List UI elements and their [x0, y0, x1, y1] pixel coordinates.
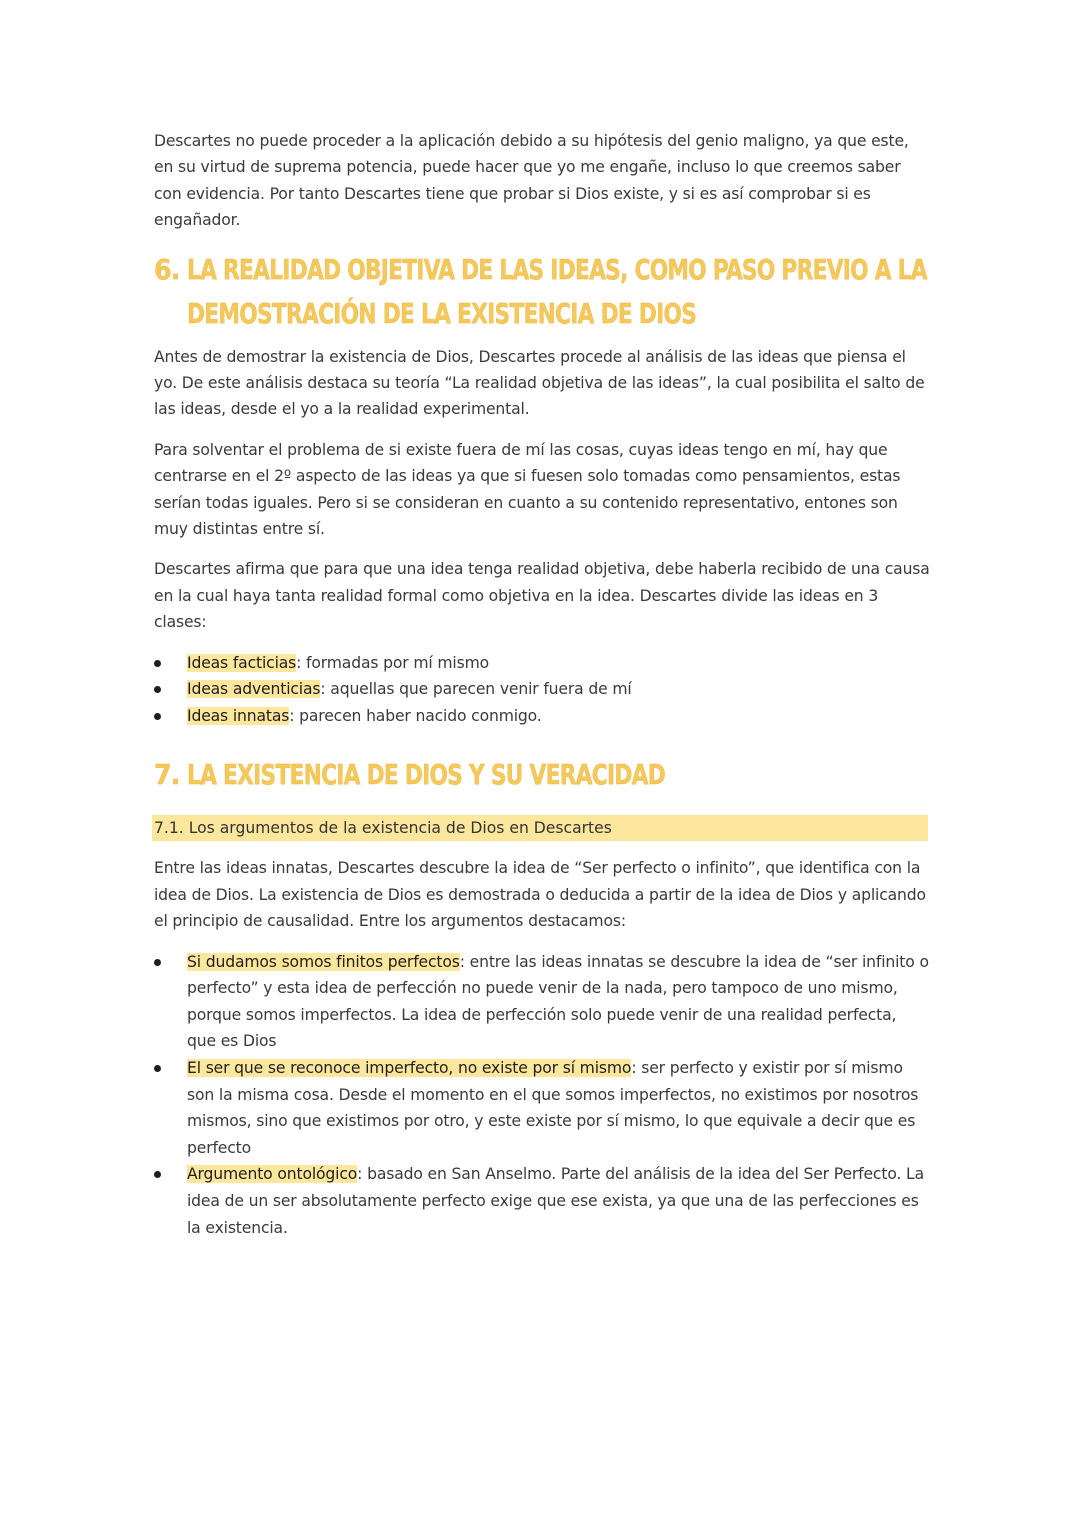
bullet-icon — [154, 959, 161, 966]
list-item-text: : entre las ideas innatas se descubre la idea de “ser infinito o perfecto” y esta idea de perfección no puede venir de la nada, pero tampoco de uno mismo, porque somos imperfectos. La idea de perfección solo puede venir de una realidad perfecta, que es Dios — [187, 952, 929, 1051]
section-6-number: 6. — [154, 252, 180, 286]
bullet-icon — [154, 686, 161, 693]
list-item-term: Argumento ontológico — [187, 1165, 358, 1184]
list-item — [154, 949, 930, 1055]
list-item-text: : ser perfecto y existir por sí mismo son la misma cosa. Desde el momento en el que somos imperfectos, no existimos por nosotros mismos, sino que existimos por otro, y este existe por sí mismo, lo que equivale a decir que es perfecto — [187, 1059, 919, 1157]
bullet-icon — [154, 713, 161, 720]
bullet-icon — [154, 1065, 161, 1072]
list-item-term: Ideas innatas — [187, 706, 290, 725]
section-6-title-line2: DEMOSTRACIÓN DE LA EXISTENCIA DE DIOS — [187, 296, 697, 330]
bullet-icon — [154, 1171, 161, 1178]
list-item — [154, 1161, 930, 1241]
list-item-text: : basado en San Anselmo. Parte del análisis de la idea del Ser Perfecto. La idea de un ser absolutamente perfecto exige que ese exista, ya que una de las perfecciones es la existencia. — [187, 1165, 924, 1237]
list-item — [154, 650, 930, 677]
idea-types-list — [154, 650, 930, 730]
section-6-heading — [154, 248, 930, 336]
intro-paragraph: Descartes no puede proceder a la aplicación debido a su hipótesis del genio maligno, ya que este, en su virtud de suprema potencia, puede hacer que yo me engañe, incluso lo que creemos saber con evidencia. Por tanto Descartes tiene que probar si Dios existe, y si es así comprobar si es engañador. — [154, 132, 909, 230]
list-item-term: Ideas adventicias — [187, 680, 321, 699]
list-item — [154, 1055, 930, 1161]
list-item-term: Ideas facticias — [187, 653, 297, 672]
bullet-icon — [154, 660, 161, 667]
list-item — [154, 676, 930, 703]
document-page — [154, 128, 930, 1241]
list-item-text: : formadas por mí mismo — [296, 653, 490, 672]
list-item-text: : parecen haber nacido conmigo. — [289, 706, 542, 725]
section-7-heading — [154, 753, 930, 797]
subsection-7-1-heading: 7.1. Los argumentos de la existencia de Dios en Descartes — [152, 815, 928, 841]
arguments-list — [154, 949, 930, 1242]
section-6-paragraph: Para solventar el problema de si existe fuera de mí las cosas, cuyas ideas tengo en mí, hay que centrarse en el 2º aspecto de las ideas ya que si fuesen solo tomadas como pensamientos, estas serían todas iguales. Pero si se consideran en cuanto a su contenido representativo, entones son muy distintas entre sí. — [154, 440, 901, 539]
section-6-paragraph: Antes de demostrar la existencia de Dios, Descartes procede al análisis de las ideas que piensa el yo. De este análisis destaca su teoría “La realidad objetiva de las ideas”, la cual posibilita el salto de las ideas, desde el yo a la realidad experimental. — [154, 347, 925, 419]
section-7-title: LA EXISTENCIA DE DIOS Y SU VERACIDAD — [187, 758, 666, 792]
section-7-number: 7. — [154, 758, 180, 792]
section-7-paragraph: Entre las ideas innatas, Descartes descubre la idea de “Ser perfecto o infinito”, que identifica con la idea de Dios. La existencia de Dios es demostrada o deducida a partir de la idea de Dios y aplicando el principio de causalidad. Entre los argumentos destacamos: — [154, 859, 926, 931]
section-6-title-line1: LA REALIDAD OBJETIVA DE LAS IDEAS, COMO PASO PREVIO A LA — [187, 252, 927, 286]
list-item-text: : aquellas que parecen venir fuera de mí — [320, 680, 632, 699]
section-6-paragraph: Descartes afirma que para que una idea tenga realidad objetiva, debe haberla recibido de una causa en la cual haya tanta realidad formal como objetiva en la idea. Descartes divide las ideas en 3 clases: — [154, 560, 930, 632]
list-item-term: El ser que se reconoce imperfecto, no existe por sí mismo — [187, 1059, 632, 1078]
list-item-term: Si dudamos somos finitos perfectos — [187, 952, 460, 971]
list-item — [154, 703, 930, 730]
